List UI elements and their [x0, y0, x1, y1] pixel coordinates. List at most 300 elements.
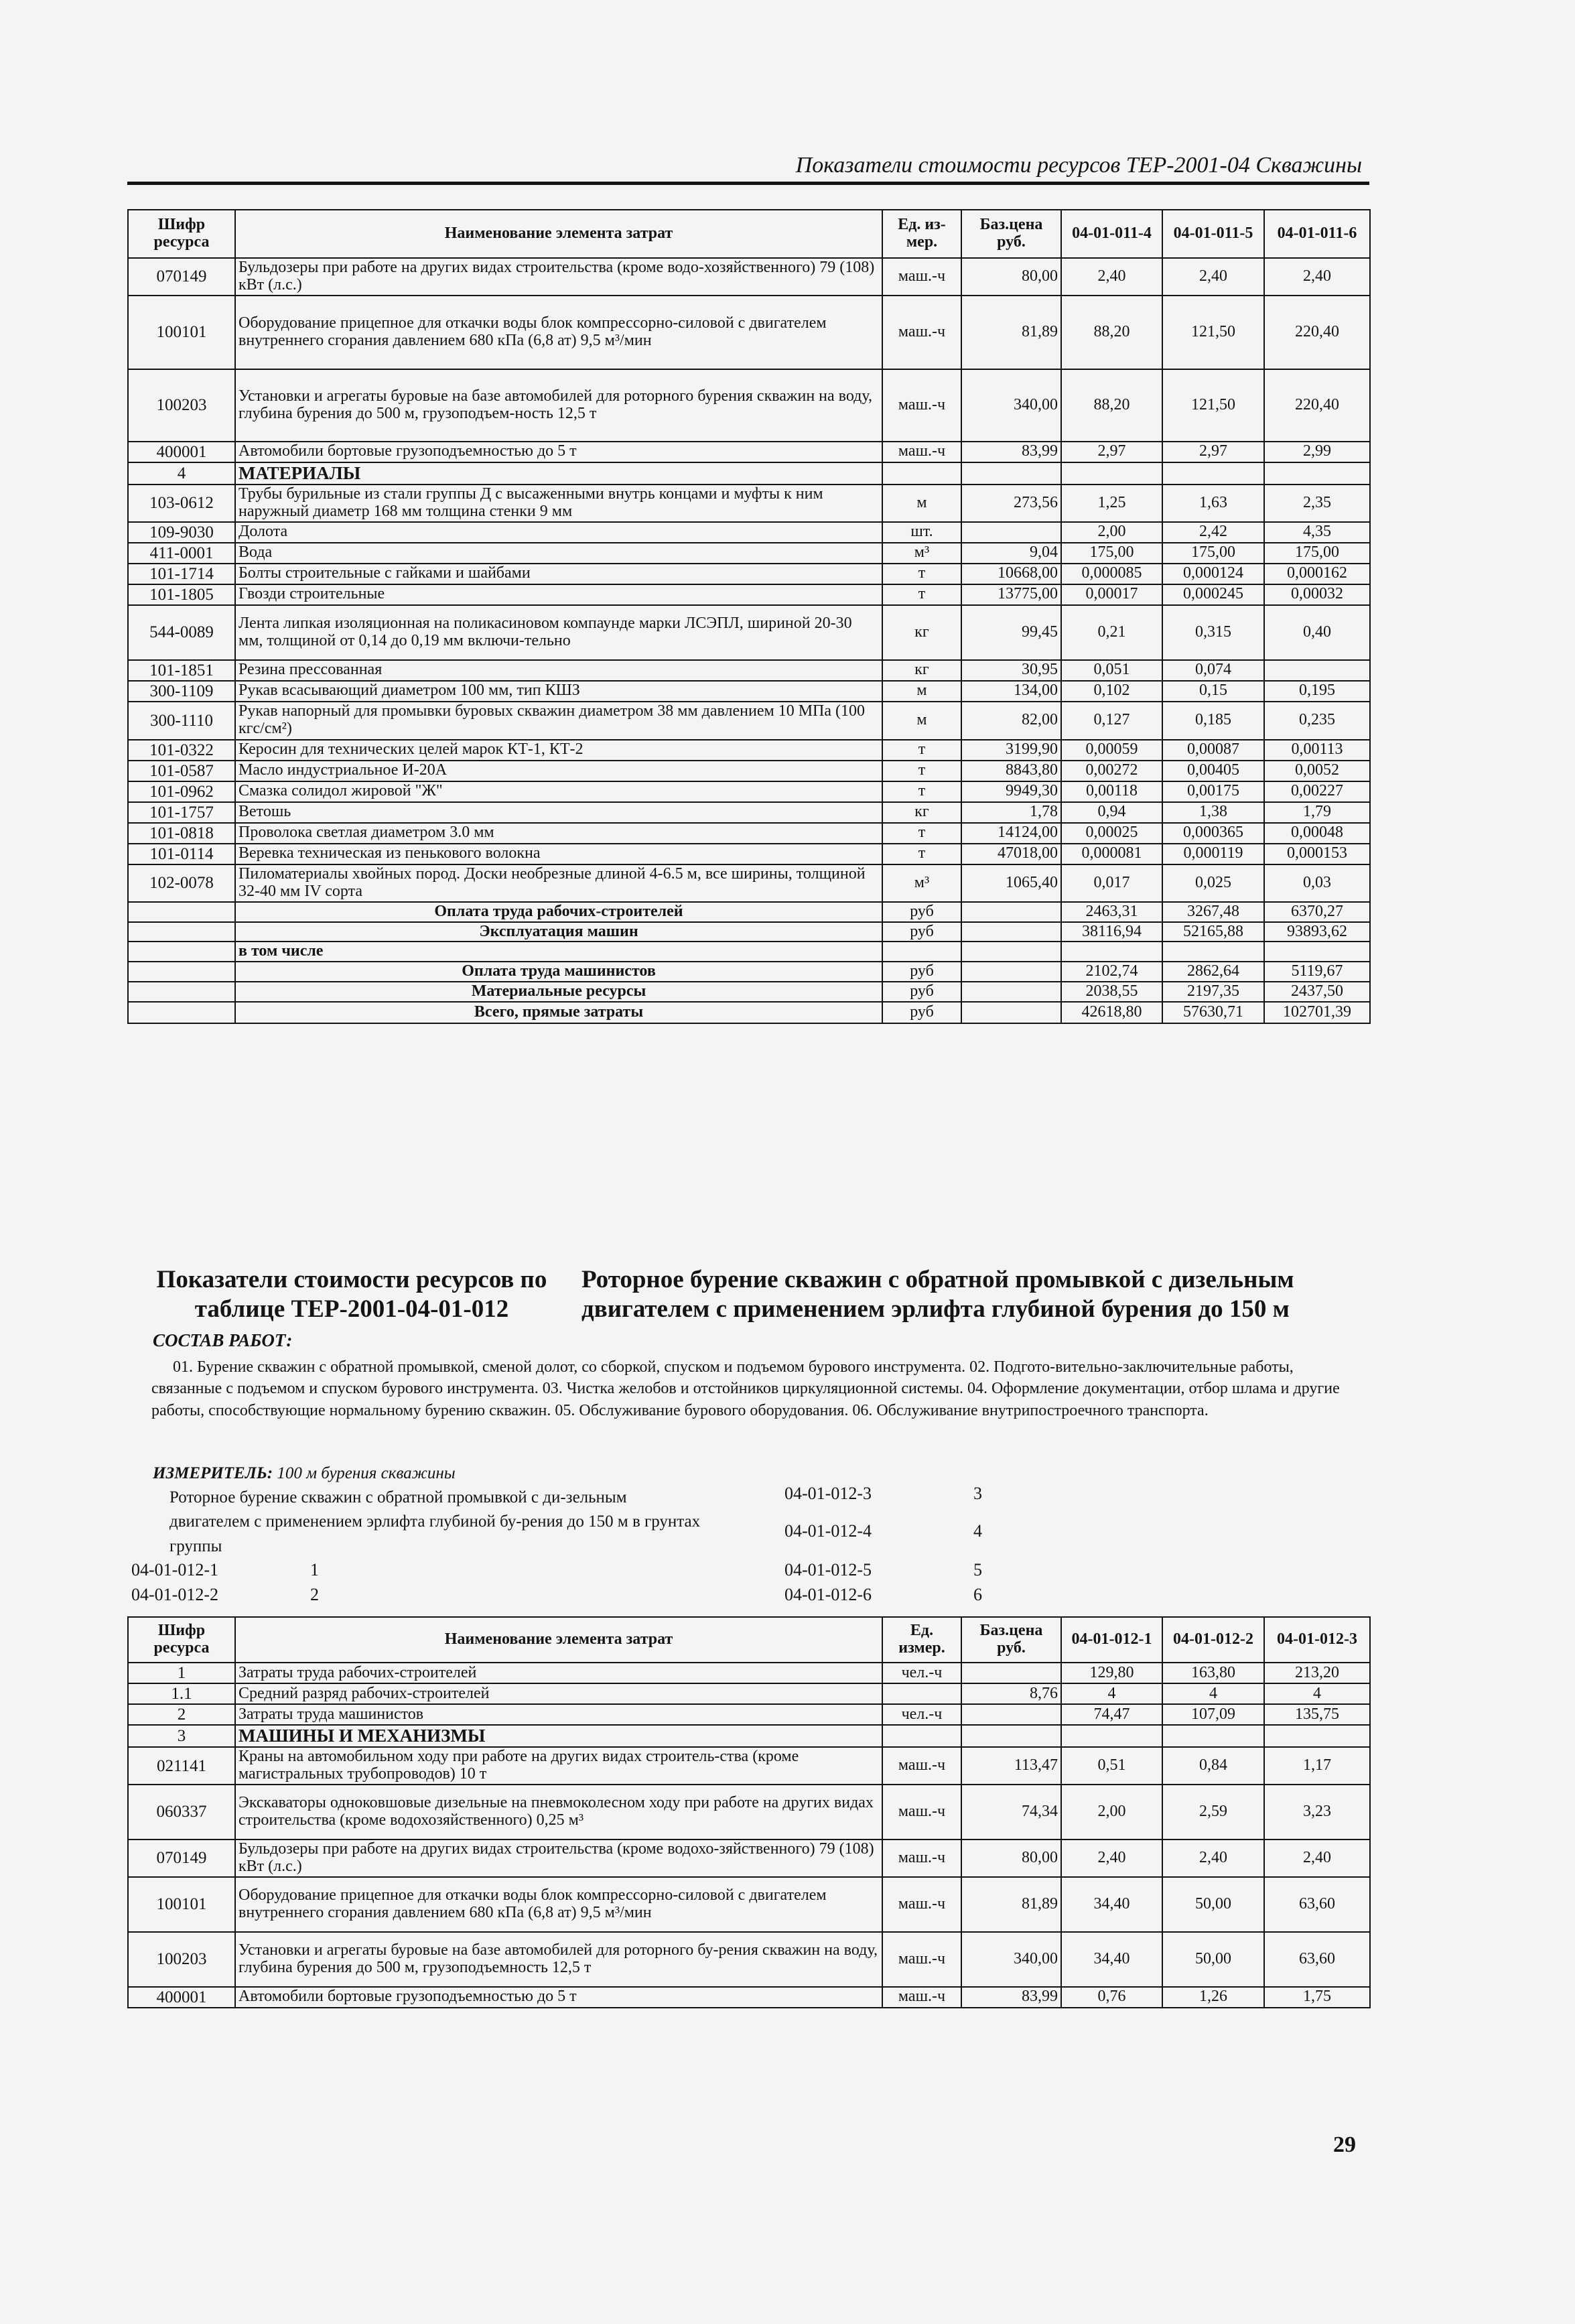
table-row: [128, 1747, 1370, 1785]
cell-unit: м: [882, 702, 961, 740]
table-row: [128, 681, 1370, 702]
cell-unit: т: [882, 761, 961, 781]
table-row: [128, 740, 1370, 761]
cell-c2: 0,000124: [1162, 564, 1264, 584]
cell-unit: маш.-ч: [882, 296, 961, 369]
cell-c1: 2463,31: [1061, 902, 1162, 922]
cell-name: Автомобили бортовые грузоподъемностью до 5 т: [235, 1987, 882, 2008]
cell-code: [128, 982, 235, 1002]
cell-c1: 2,97: [1061, 442, 1162, 462]
cell-price: 10668,00: [961, 564, 1061, 584]
cell-c3: 5119,67: [1264, 962, 1370, 982]
cell-c3: 0,00048: [1264, 823, 1370, 844]
code-value: 04-01-012-6: [784, 1585, 872, 1604]
cell-unit: т: [882, 844, 961, 864]
header-unit: Ед. измер.: [882, 1617, 961, 1663]
cell-code: 021141: [128, 1747, 235, 1785]
code-row: [131, 1558, 218, 1581]
cell-price: 3199,90: [961, 740, 1061, 761]
code-value: 04-01-012-1: [131, 1560, 218, 1579]
table-row: [128, 1839, 1370, 1877]
cell-name: Оплата труда машинистов: [235, 962, 882, 982]
cell-c1: 2,40: [1061, 1839, 1162, 1877]
cell-price: 83,99: [961, 442, 1061, 462]
cell-unit: т: [882, 584, 961, 605]
cell-name: Затраты труда машинистов: [235, 1704, 882, 1725]
cell-price: 30,95: [961, 660, 1061, 681]
cell-c2: 50,00: [1162, 1877, 1264, 1932]
cell-c2: 163,80: [1162, 1663, 1264, 1683]
cell-c3: 0,00032: [1264, 584, 1370, 605]
cell-name: Эксплуатация машин: [235, 922, 882, 942]
cell-c2: 1,38: [1162, 802, 1264, 823]
cell-name: Всего, прямые затраты: [235, 1002, 882, 1023]
cell-unit: м: [882, 485, 961, 522]
cell-code: 4: [128, 462, 235, 485]
table-row: [128, 962, 1370, 982]
cell-c3: 0,00113: [1264, 740, 1370, 761]
cell-c1: 129,80: [1061, 1663, 1162, 1683]
cell-unit: м³: [882, 864, 961, 902]
cell-unit: маш.-ч: [882, 1877, 961, 1932]
izmeritel-line: [153, 1464, 456, 1483]
cell-price: 340,00: [961, 369, 1061, 442]
cell-unit: кг: [882, 802, 961, 823]
sostav-text: 01. Бурение скважин с обратной промывкой, сменой долот, со сборкой, спуском и подъемом бурового инструмента. 02. Подгото-вительно-заключительные работы, связанные с подъемом и спуском бурового инструмента. 03. Чистка желобов и отстойников циркуляционной системы. 04. Оформление документации, отбор шлама и другие работы, способствующие нормальному бурению скважин. 05. Обслуживание бурового оборудования. 06. Обслуживание внутрипостроечного транспорта.: [151, 1358, 1340, 1419]
cell-c3: 93893,62: [1264, 922, 1370, 942]
cell-c2: 107,09: [1162, 1704, 1264, 1725]
cell-c2: 2,42: [1162, 522, 1264, 543]
cell-c3: 0,235: [1264, 702, 1370, 740]
sostav-label: СОСТАВ РАБОТ:: [153, 1330, 293, 1350]
cell-c1: 2,00: [1061, 522, 1162, 543]
table-row: [128, 1663, 1370, 1683]
cell-unit: т: [882, 823, 961, 844]
cell-price: 9,04: [961, 543, 1061, 564]
table-row: [128, 702, 1370, 740]
table-row: [128, 942, 1370, 962]
cell-code: [128, 962, 235, 982]
cell-code: 109-9030: [128, 522, 235, 543]
cell-price: 9949,30: [961, 781, 1061, 802]
table-row: [128, 982, 1370, 1002]
header-price: Баз.цена руб.: [961, 210, 1061, 258]
cell-price: [961, 922, 1061, 942]
cell-unit: руб: [882, 982, 961, 1002]
cell-c3: 1,17: [1264, 1747, 1370, 1785]
header-c3: 04-01-012-3: [1264, 1617, 1370, 1663]
cell-unit: т: [882, 740, 961, 761]
cell-c2: 57630,71: [1162, 1002, 1264, 1023]
cell-code: 101-1851: [128, 660, 235, 681]
table-row: [128, 1877, 1370, 1932]
table-row: [128, 844, 1370, 864]
cell-code: 100101: [128, 1877, 235, 1932]
cell-name: Смазка солидол жировой "Ж": [235, 781, 882, 802]
cell-unit: м: [882, 681, 961, 702]
cell-unit: [882, 462, 961, 485]
cell-c3: 1,75: [1264, 1987, 1370, 2008]
cell-name: Материальные ресурсы: [235, 982, 882, 1002]
cell-c2: 0,00175: [1162, 781, 1264, 802]
cell-price: 99,45: [961, 605, 1061, 660]
cell-name: Веревка техническая из пенькового волокна: [235, 844, 882, 864]
cell-code: 400001: [128, 442, 235, 462]
cell-code: 300-1110: [128, 702, 235, 740]
cell-c1: 2038,55: [1061, 982, 1162, 1002]
cell-c2: 121,50: [1162, 369, 1264, 442]
cell-name: Рукав напорный для промывки буровых скважин диаметром 38 мм давлением 10 МПа (100 кгс/см²): [235, 702, 882, 740]
cell-c1: 0,000085: [1061, 564, 1162, 584]
cell-c3: 3,23: [1264, 1785, 1370, 1839]
header-c2: 04-01-012-2: [1162, 1617, 1264, 1663]
cell-price: 8843,80: [961, 761, 1061, 781]
cell-price: 273,56: [961, 485, 1061, 522]
cell-code: 101-0587: [128, 761, 235, 781]
cell-c1: 2,00: [1061, 1785, 1162, 1839]
cell-c2: 1,26: [1162, 1987, 1264, 2008]
cell-code: 1.1: [128, 1683, 235, 1704]
table-row: [128, 823, 1370, 844]
cell-price: [961, 982, 1061, 1002]
table-row: [128, 922, 1370, 942]
cell-name: Рукав всасывающий диаметром 100 мм, тип КШЗ: [235, 681, 882, 702]
cell-code: 2: [128, 1704, 235, 1725]
cell-price: [961, 1725, 1061, 1747]
cell-code: 101-0962: [128, 781, 235, 802]
header-code: Шифр ресурса: [128, 210, 235, 258]
section-title-left: Показатели стоимости ресурсов по таблице ТЕР-2001-04-01-012: [156, 1266, 547, 1324]
cell-c3: 63,60: [1264, 1877, 1370, 1932]
cell-c2: 2,40: [1162, 1839, 1264, 1877]
cell-c2: 1,63: [1162, 485, 1264, 522]
table-row: [128, 1683, 1370, 1704]
header-c1: 04-01-012-1: [1061, 1617, 1162, 1663]
cell-code: [128, 922, 235, 942]
cell-unit: маш.-ч: [882, 1987, 961, 2008]
page-number: 29: [1333, 2132, 1356, 2157]
header-c2: 04-01-011-5: [1162, 210, 1264, 258]
cell-c2: 2197,35: [1162, 982, 1264, 1002]
cell-price: 340,00: [961, 1932, 1061, 1987]
cell-code: 100101: [128, 296, 235, 369]
cell-c3: 2,35: [1264, 485, 1370, 522]
cell-unit: шт.: [882, 522, 961, 543]
cell-price: 82,00: [961, 702, 1061, 740]
code-row: [131, 1583, 218, 1606]
cell-c3: 220,40: [1264, 296, 1370, 369]
header-name: Наименование элемента затрат: [235, 1617, 882, 1663]
cell-c1: 0,21: [1061, 605, 1162, 660]
cell-name: Резина прессованная: [235, 660, 882, 681]
cell-price: 83,99: [961, 1987, 1061, 2008]
cell-c1: 0,102: [1061, 681, 1162, 702]
cell-code: 102-0078: [128, 864, 235, 902]
cell-c1: [1061, 1725, 1162, 1747]
code-group: 5: [973, 1560, 982, 1579]
cell-c3: 135,75: [1264, 1704, 1370, 1725]
cell-c3: 0,000153: [1264, 844, 1370, 864]
cell-name: Трубы бурильные из стали группы Д с высаженными внутрь концами и муфты к ним наружный диаметр 168 мм толщина стенки 9 мм: [235, 485, 882, 522]
cell-name: Ветошь: [235, 802, 882, 823]
cell-name: Вода: [235, 543, 882, 564]
cell-c3: 220,40: [1264, 369, 1370, 442]
cell-code: 103-0612: [128, 485, 235, 522]
cell-unit: м³: [882, 543, 961, 564]
cell-c2: 0,00087: [1162, 740, 1264, 761]
cell-price: 74,34: [961, 1785, 1061, 1839]
cell-c1: 2,40: [1061, 258, 1162, 296]
cell-name: Долота: [235, 522, 882, 543]
cell-c2: [1162, 462, 1264, 485]
code-group: 4: [973, 1521, 982, 1541]
cell-c1: 0,00118: [1061, 781, 1162, 802]
code-group: 2: [310, 1585, 319, 1604]
cell-c2: 2,40: [1162, 258, 1264, 296]
cell-name: МАШИНЫ И МЕХАНИЗМЫ: [235, 1725, 882, 1747]
cell-c3: 2,40: [1264, 1839, 1370, 1877]
header-rule: [127, 182, 1369, 185]
cell-unit: маш.-ч: [882, 1839, 961, 1877]
cell-unit: маш.-ч: [882, 442, 961, 462]
cell-c1: 74,47: [1061, 1704, 1162, 1725]
cell-name: Бульдозеры при работе на других видах строительства (кроме водо-хозяйственного) 79 (108) кВт (л.с.): [235, 258, 882, 296]
cell-code: [128, 1002, 235, 1023]
cell-c2: 4: [1162, 1683, 1264, 1704]
cell-price: [961, 1704, 1061, 1725]
cell-code: 400001: [128, 1987, 235, 2008]
cell-c3: [1264, 660, 1370, 681]
table-row: [128, 442, 1370, 462]
cell-unit: [882, 1683, 961, 1704]
cell-c2: 0,000245: [1162, 584, 1264, 605]
izmeritel-label: ИЗМЕРИТЕЛЬ:: [153, 1464, 273, 1482]
cell-name: Оборудование прицепное для откачки воды блок компрессорно-силовой с двигателем внутреннего сгорания давлением 680 кПа (6,8 ат) 9,5 м³/мин: [235, 296, 882, 369]
cell-c1: 34,40: [1061, 1877, 1162, 1932]
cell-price: 81,89: [961, 296, 1061, 369]
table-row: [128, 902, 1370, 922]
cell-code: 101-1714: [128, 564, 235, 584]
cell-name: Экскаваторы одноковшовые дизельные на пневмоколесном ходу при работе на других видах строительства (кроме водохозяйственного) 0,25 м³: [235, 1785, 882, 1839]
cell-c3: [1264, 1725, 1370, 1747]
cell-c1: 0,51: [1061, 1747, 1162, 1785]
cell-c3: 2,40: [1264, 258, 1370, 296]
table-row: [128, 1704, 1370, 1725]
cell-price: 81,89: [961, 1877, 1061, 1932]
code-value: 04-01-012-3: [784, 1484, 872, 1503]
cell-c2: 50,00: [1162, 1932, 1264, 1987]
cell-c2: 175,00: [1162, 543, 1264, 564]
header-c3: 04-01-011-6: [1264, 210, 1370, 258]
cell-c2: 0,025: [1162, 864, 1264, 902]
header-price: Баз.цена руб.: [961, 1617, 1061, 1663]
cell-c1: 0,76: [1061, 1987, 1162, 2008]
cell-c2: 0,84: [1162, 1747, 1264, 1785]
cell-c2: 0,315: [1162, 605, 1264, 660]
cell-name: Бульдозеры при работе на других видах строительства (кроме водохо-зяйственного) 79 (108) кВт (л.с.): [235, 1839, 882, 1877]
cell-c1: 42618,80: [1061, 1002, 1162, 1023]
cell-c2: [1162, 1725, 1264, 1747]
cell-c2: 0,00405: [1162, 761, 1264, 781]
cell-name: Керосин для технических целей марок КТ-1, КТ-2: [235, 740, 882, 761]
table-row: [128, 781, 1370, 802]
cell-c3: [1264, 942, 1370, 962]
cell-c3: 1,79: [1264, 802, 1370, 823]
cell-c1: 88,20: [1061, 369, 1162, 442]
cell-c3: 0,40: [1264, 605, 1370, 660]
cell-price: 13775,00: [961, 584, 1061, 605]
cell-code: 101-1805: [128, 584, 235, 605]
table-row: [128, 485, 1370, 522]
cell-c3: 213,20: [1264, 1663, 1370, 1683]
code-group: 3: [973, 1484, 982, 1503]
cell-c1: 0,127: [1061, 702, 1162, 740]
cell-c3: 0,195: [1264, 681, 1370, 702]
cell-name: Затраты труда рабочих-строителей: [235, 1663, 882, 1683]
cell-unit: кг: [882, 660, 961, 681]
cell-c1: 0,000081: [1061, 844, 1162, 864]
code-value: 04-01-012-5: [784, 1560, 872, 1579]
cell-price: 80,00: [961, 1839, 1061, 1877]
cell-c2: 0,000365: [1162, 823, 1264, 844]
table-header-row: [128, 1617, 1370, 1663]
cell-code: 101-1757: [128, 802, 235, 823]
running-header: Показатели стоимости ресурсов ТЕР-2001-04 Скважины: [795, 153, 1362, 178]
cell-c1: 0,00017: [1061, 584, 1162, 605]
cell-name: Краны на автомобильном ходу при работе на других видах строитель-ства (кроме магистральных трубопроводов) 10 т: [235, 1747, 882, 1785]
cell-code: 101-0114: [128, 844, 235, 864]
cell-c3: 0,03: [1264, 864, 1370, 902]
cell-code: [128, 902, 235, 922]
cell-unit: маш.-ч: [882, 1785, 961, 1839]
table-row: [128, 761, 1370, 781]
cell-unit: т: [882, 781, 961, 802]
cell-c1: 0,017: [1061, 864, 1162, 902]
cell-unit: чел.-ч: [882, 1663, 961, 1683]
cell-c3: 2437,50: [1264, 982, 1370, 1002]
cell-c3: 63,60: [1264, 1932, 1370, 1987]
cell-c2: 2862,64: [1162, 962, 1264, 982]
table-row: [128, 660, 1370, 681]
cell-c3: 6370,27: [1264, 902, 1370, 922]
cell-code: 101-0818: [128, 823, 235, 844]
cell-name: Установки и агрегаты буровые на базе автомобилей для роторного бу-рения скважин на воду, глубина бурения до 500 м, грузоподъемность 12,5 т: [235, 1932, 882, 1987]
table-row: [128, 543, 1370, 564]
cell-c1: 0,00059: [1061, 740, 1162, 761]
table-row: [128, 584, 1370, 605]
table-row: [128, 1725, 1370, 1747]
cell-name: Установки и агрегаты буровые на базе автомобилей для роторного бурения скважин на воду, глубина бурения до 500 м, грузоподъем-ность 12,5 т: [235, 369, 882, 442]
cell-c2: 2,97: [1162, 442, 1264, 462]
table-row: [128, 296, 1370, 369]
resource-table-2: [127, 1616, 1371, 2008]
cell-name: МАТЕРИАЛЫ: [235, 462, 882, 485]
table-row: [128, 522, 1370, 543]
code-value: 04-01-012-4: [784, 1521, 872, 1541]
cell-c2: 121,50: [1162, 296, 1264, 369]
cell-unit: маш.-ч: [882, 1747, 961, 1785]
cell-code: 070149: [128, 258, 235, 296]
table-row: [128, 1987, 1370, 2008]
cell-name: в том числе: [235, 942, 882, 962]
cell-unit: руб: [882, 1002, 961, 1023]
cell-c2: 2,59: [1162, 1785, 1264, 1839]
cell-code: 411-0001: [128, 543, 235, 564]
cell-name: Гвозди строительные: [235, 584, 882, 605]
table-row: [128, 1932, 1370, 1987]
cell-c3: [1264, 462, 1370, 485]
cell-unit: чел.-ч: [882, 1704, 961, 1725]
cell-unit: маш.-ч: [882, 258, 961, 296]
cell-unit: [882, 942, 961, 962]
cell-c1: 175,00: [1061, 543, 1162, 564]
cell-price: 8,76: [961, 1683, 1061, 1704]
cell-code: 300-1109: [128, 681, 235, 702]
table-header-row: [128, 210, 1370, 258]
cell-c2: 0,15: [1162, 681, 1264, 702]
table-row: [128, 369, 1370, 442]
cell-name: Оборудование прицепное для откачки воды блок компрессорно-силовой с двигателем внутреннего сгорания давлением 680 кПа (6,8 ат) 9,5 м³/мин: [235, 1877, 882, 1932]
cell-c1: 4: [1061, 1683, 1162, 1704]
cell-unit: т: [882, 564, 961, 584]
cell-c1: 0,00025: [1061, 823, 1162, 844]
cell-c2: 0,000119: [1162, 844, 1264, 864]
cell-c2: [1162, 942, 1264, 962]
cell-name: Пиломатериалы хвойных пород. Доски необрезные длиной 4-6.5 м, все ширины, толщиной 32-40 мм IV сорта: [235, 864, 882, 902]
resource-table-1: [127, 209, 1371, 1024]
cell-c1: 2102,74: [1061, 962, 1162, 982]
code-group: 1: [310, 1560, 319, 1579]
table-row: [128, 1785, 1370, 1839]
cell-c1: [1061, 942, 1162, 962]
cell-price: [961, 1663, 1061, 1683]
cell-name: Средний разряд рабочих-строителей: [235, 1683, 882, 1704]
cell-code: 070149: [128, 1839, 235, 1877]
cell-code: 101-0322: [128, 740, 235, 761]
cell-name: Болты строительные с гайками и шайбами: [235, 564, 882, 584]
codes-description: Роторное бурение скважин с обратной промывкой с ди-зельным двигателем с применением эрлифта глубиной бу-рения до 150 м в грунтах группы: [169, 1488, 701, 1555]
cell-price: [961, 942, 1061, 962]
cell-name: Масло индустриальное И-20А: [235, 761, 882, 781]
cell-price: [961, 902, 1061, 922]
table-row: [128, 1002, 1370, 1023]
cell-price: [961, 962, 1061, 982]
cell-c2: 3267,48: [1162, 902, 1264, 922]
code-value: 04-01-012-2: [131, 1585, 218, 1604]
table-row: [128, 564, 1370, 584]
table-row: [128, 605, 1370, 660]
cell-code: 060337: [128, 1785, 235, 1839]
cell-price: [961, 1002, 1061, 1023]
cell-code: 100203: [128, 1932, 235, 1987]
cell-code: 1: [128, 1663, 235, 1683]
section-title-right: Роторное бурение скважин с обратной промывкой с дизельным двигателем с применением эрлифта глубиной бурения до 150 м: [581, 1266, 1294, 1324]
cell-price: 1,78: [961, 802, 1061, 823]
cell-c3: 0,00227: [1264, 781, 1370, 802]
cell-c2: 0,185: [1162, 702, 1264, 740]
cell-unit: руб: [882, 902, 961, 922]
cell-name: Оплата труда рабочих-строителей: [235, 902, 882, 922]
cell-c1: 0,00272: [1061, 761, 1162, 781]
header-unit: Ед. из-мер.: [882, 210, 961, 258]
cell-c3: 4,35: [1264, 522, 1370, 543]
cell-price: 1065,40: [961, 864, 1061, 902]
izmeritel-text: 100 м бурения скважины: [277, 1464, 456, 1482]
cell-unit: маш.-ч: [882, 1932, 961, 1987]
cell-price: [961, 462, 1061, 485]
cell-c2: 52165,88: [1162, 922, 1264, 942]
table-row: [128, 864, 1370, 902]
